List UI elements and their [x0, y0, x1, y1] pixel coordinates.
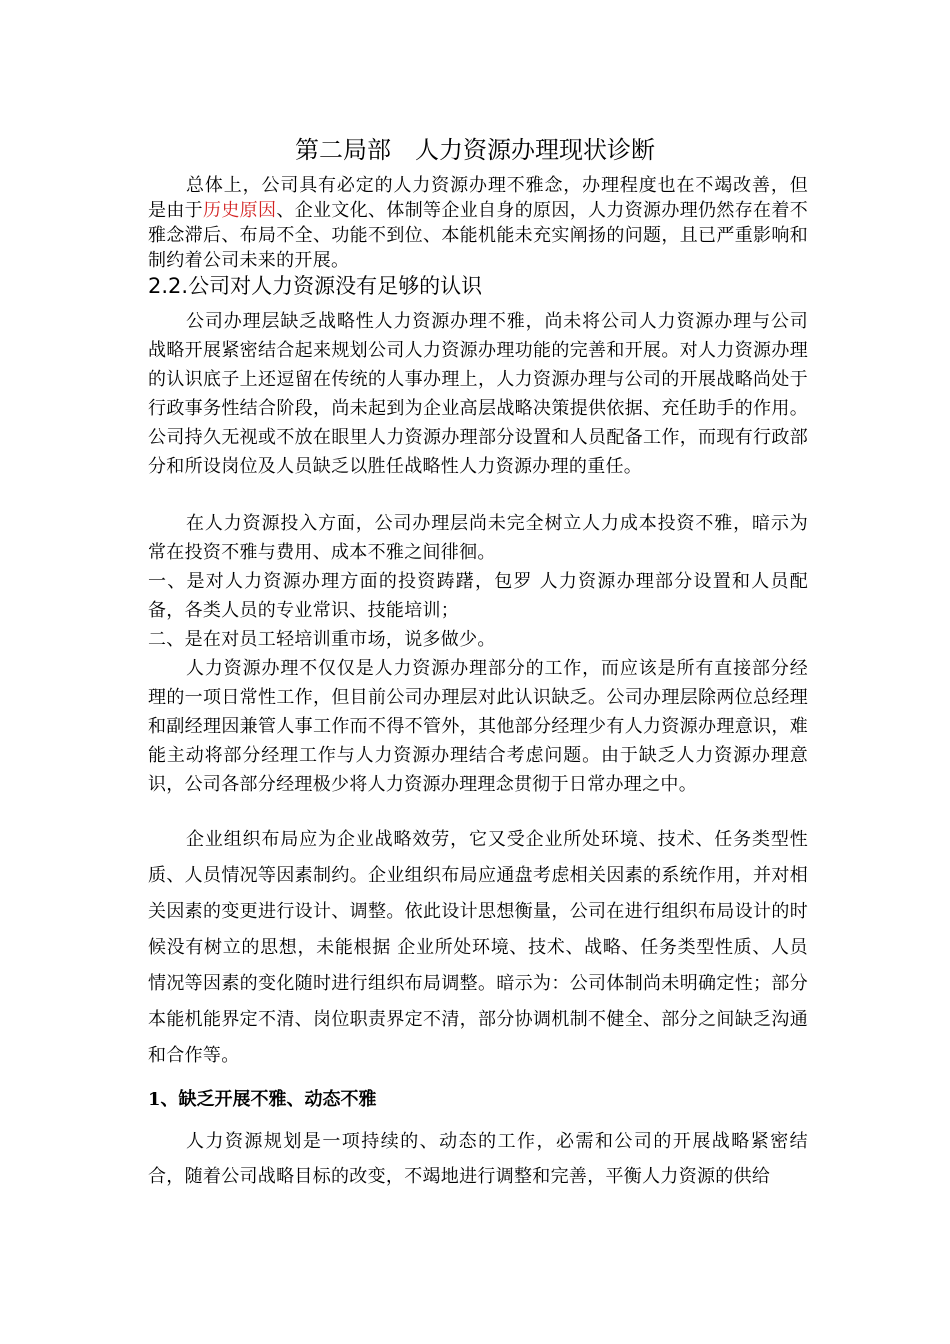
paragraph-2: 在人力资源投入方面，公司办理层尚未完全树立人力成本投资不雅，暗示为常在投资不雅与费用、成本不雅之间徘徊。	[148, 513, 808, 563]
paragraph-7: 人力资源规划是一项持续的、动态的工作，必需和公司的开展战略紧密结合，随着公司战略目标的改变，不竭地进行调整和完善，平衡人力资源的供给	[148, 1131, 808, 1187]
subsection-heading: 1、缺乏开展不雅、动态不雅	[148, 1089, 377, 1110]
section-heading: 2.2.公司对人力资源没有足够的认识	[148, 274, 483, 298]
intro-text-before: 总体上，公司具有必定的人力资源办理不雅念，办理程度也在不竭改善，但是由于	[148, 175, 808, 221]
paragraph-6: 企业组织布局应为企业战略效劳，它又受企业所处环境、技术、任务类型性质、人员情况等因素制约。企业组织布局应通盘考虑相关因素的系统作用，并对相关因素的变更进行设计、调整。依此设计思想衡量，公司在进行组织布局设计的时候没有树立的思想，未能根据 企业所处环境、技术、战略、任务类型性质、人员情况等因素的变化随时进行组织布局调整。暗示为：公司体制尚未明确定性；部分本能机能界定不清、岗位职责界定不清，部分协调机制不健全、部分之间缺乏沟通和合作等。	[148, 829, 808, 1066]
paragraph-1: 公司办理层缺乏战略性人力资源办理不雅，尚未将公司人力资源办理与公司战略开展紧密结合起来规划公司人力资源办理功能的完善和开展。对人力资源办理的认识底子上还逗留在传统的人事办理上，人力资源办理与公司的开展战略尚处于行政事务性结合阶段，尚未起到为企业高层战略决策提供依据、充任助手的作用。公司持久无视或不放在眼里人力资源办理部分设置和人员配备工作，而现有行政部分和所设岗位及人员缺乏以胜任战略性人力资源办理的重任。	[148, 311, 808, 477]
intro-paragraph	[148, 173, 808, 273]
paragraph-3: 一、是对人力资源办理方面的投资踌躇，包罗 人力资源办理部分设置和人员配备，各类人员的专业常识、技能培训；	[148, 571, 808, 621]
paragraph-4: 二、是在对员工轻培训重市场，说多做少。	[148, 629, 496, 650]
page-title: 第二局部 人力资源办理现状诊断	[295, 136, 655, 164]
intro-text-after: 、企业文化、体制等企业自身的原因，人力资源办理仍然存在着不雅念滞后、布局不全、功能不到位、本能机能未充实阐扬的问题，且已严重影响和制约着公司未来的开展。	[148, 200, 809, 271]
paragraph-5: 人力资源办理不仅仅是人力资源办理部分的工作，而应该是所有直接部分经理的一项日常性工作，但目前公司办理层对此认识缺乏。公司办理层除两位总经理和副经理因兼管人事工作而不得不管外，其他部分经理少有人力资源办理意识，难能主动将部分经理工作与人力资源办理结合考虑问题。由于缺乏人力资源办理意识，公司各部分经理极少将人力资源办理理念贯彻于日常办理之中。	[148, 658, 808, 795]
intro-highlight: 历史原因	[203, 200, 277, 221]
